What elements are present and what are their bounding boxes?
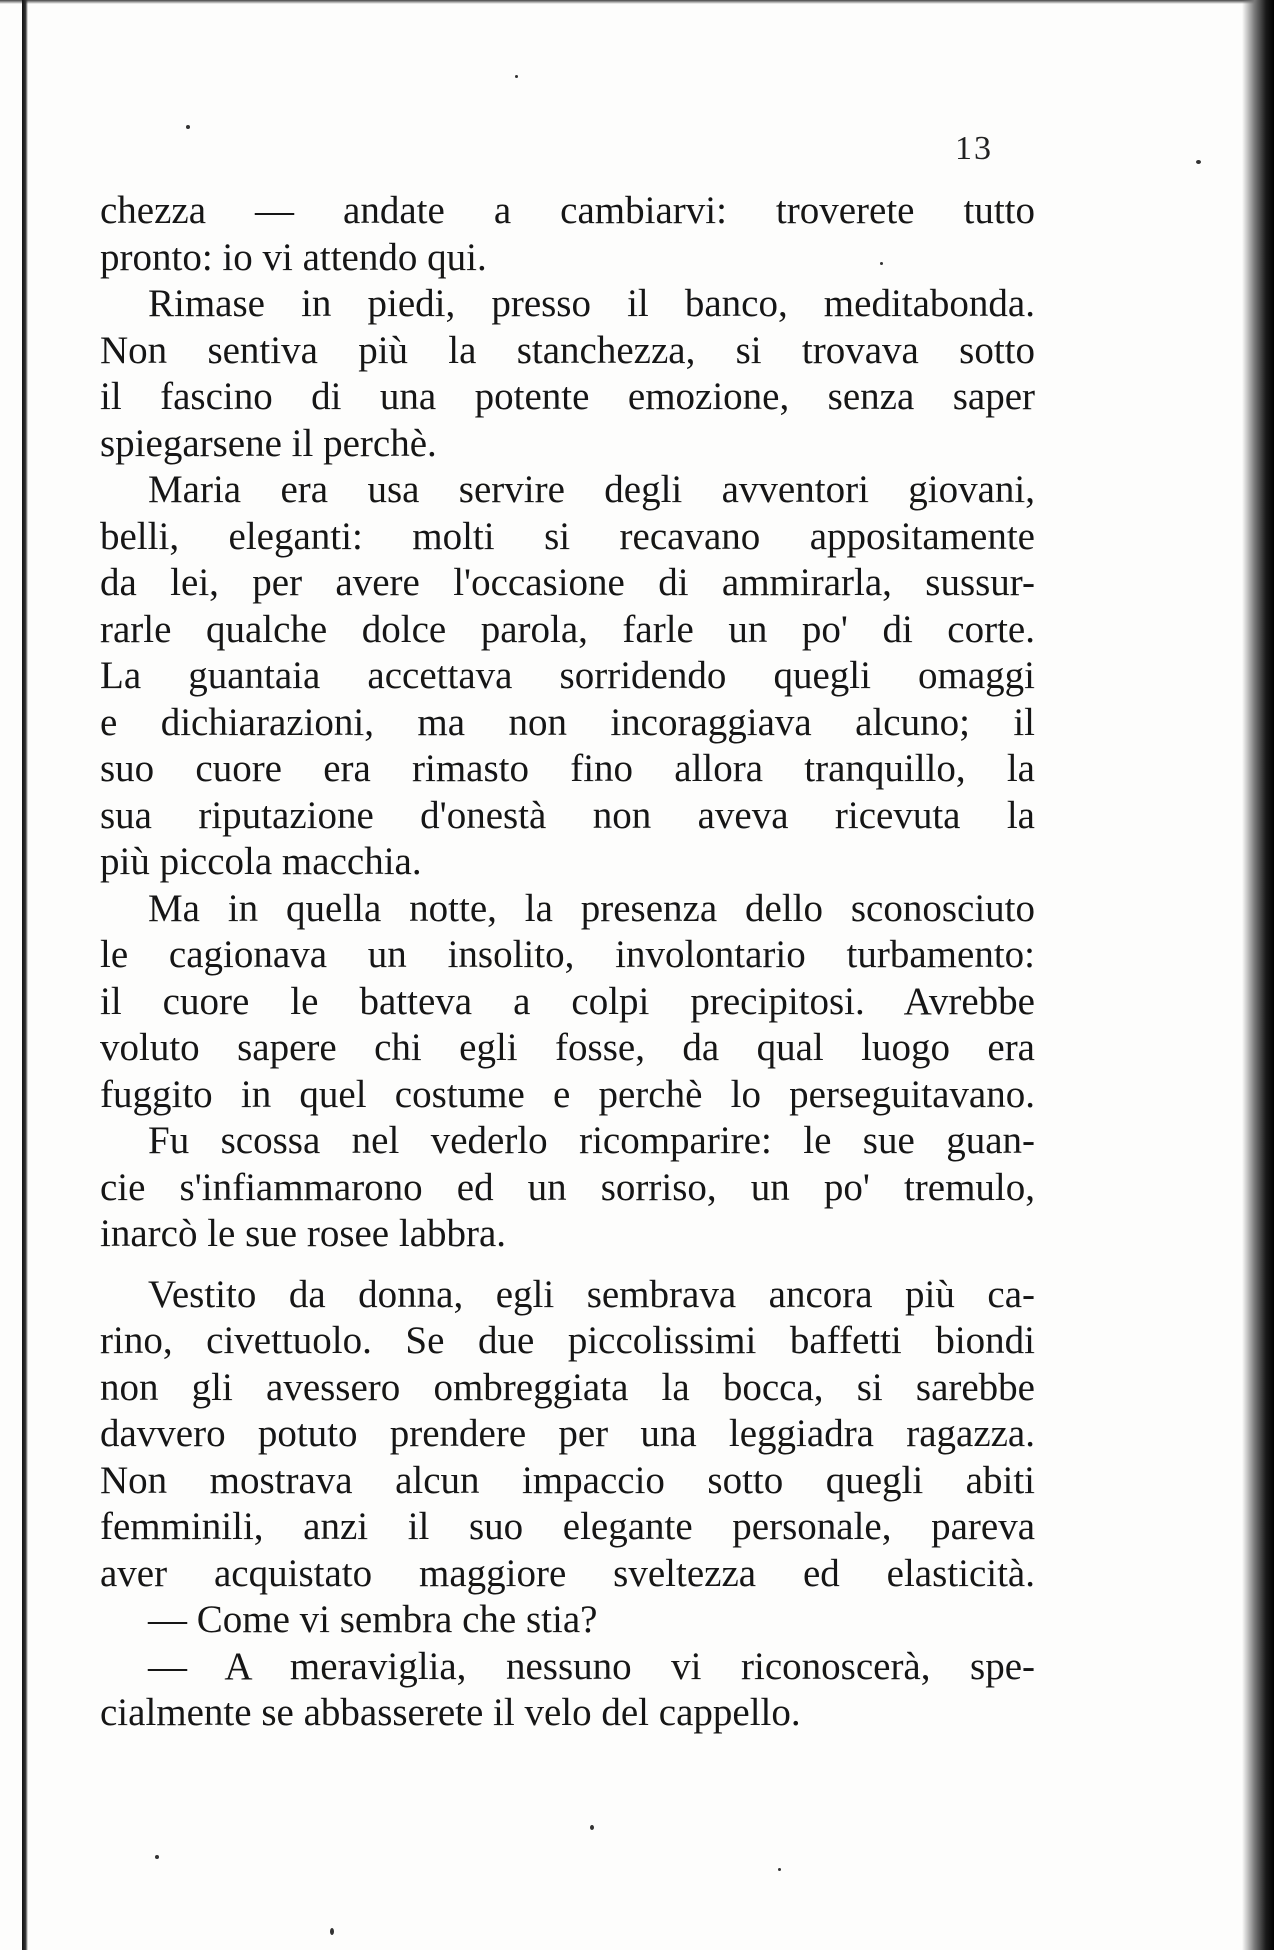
text-line: Ma in quella notte, la presenza dello sconosciuto	[148, 886, 1035, 930]
text-line: fuggito in quel costume e perchè lo perseguitavano.	[100, 1072, 1035, 1116]
text-line: spiegarsene il perchè.	[100, 421, 437, 465]
text-line: e dichiarazioni, ma non incoraggiava alcuno; il	[100, 700, 1035, 744]
scan-speck	[330, 1928, 334, 1935]
text-line: suo cuore era rimasto fino allora tranquillo, la	[100, 747, 1035, 790]
page-right-edge-shadow	[1242, 0, 1274, 1950]
text-line: da lei, per avere l'occasione di ammirarla, sussur-	[100, 561, 1035, 604]
text-line: pronto: io vi attendo qui.	[100, 235, 487, 279]
text-line: — Come vi sembra che stia?	[148, 1598, 598, 1641]
text-line: aver acquistato maggiore sveltezza ed elasticità.	[100, 1551, 1035, 1595]
text-line: rarle qualche dolce parola, farle un po' di corte.	[100, 607, 1035, 651]
text-line: rino, civettuolo. Se due piccolissimi baffetti biondi	[100, 1319, 1035, 1362]
text-line: il fascino di una potente emozione, senza saper	[100, 375, 1035, 418]
text-line: Non sentiva più la stanchezza, si trovava sotto	[100, 328, 1035, 372]
text-line: inarcò le sue rosee labbra.	[100, 1212, 507, 1255]
text-line: davvero potuto prendere per una leggiadra ragazza.	[100, 1412, 1035, 1455]
text-line: Vestito da donna, egli sembrava ancora più ca-	[148, 1272, 1035, 1316]
text-line: belli, eleganti: molti si recavano appositamente	[100, 514, 1035, 558]
text-line: le cagionava un insolito, involontario turbamento:	[100, 933, 1035, 976]
page-number: 13	[955, 130, 993, 167]
page-body-text	[100, 188, 1035, 1737]
text-line: femminili, anzi il suo elegante personale, pareva	[100, 1505, 1035, 1548]
text-line: Rimase in piedi, presso il banco, meditabonda.	[148, 282, 1035, 325]
text-line: La guantaia accettava sorridendo quegli omaggi	[100, 654, 1035, 697]
text-line: più piccola macchia.	[100, 840, 422, 883]
text-line: il cuore le batteva a colpi precipitosi. Avrebbe	[100, 979, 1035, 1023]
text-line: Fu scossa nel vederlo ricomparire: le sue guan-	[148, 1119, 1035, 1162]
scan-speck	[155, 1855, 159, 1859]
page-top-edge	[0, 0, 1274, 4]
scan-speck	[186, 125, 190, 129]
page-left-binding-edge	[22, 0, 28, 1950]
text-line: cie s'infiammarono ed un sorriso, un po' tremulo,	[100, 1165, 1035, 1209]
text-line: non gli avessero ombreggiata la bocca, si sarebbe	[100, 1365, 1035, 1409]
scan-speck	[515, 75, 518, 78]
scan-speck	[880, 262, 883, 265]
scan-speck	[778, 1868, 781, 1871]
text-line: voluto sapere chi egli fosse, da qual luogo era	[100, 1026, 1035, 1069]
text-line: sua riputazione d'onestà non aveva ricevuta la	[100, 793, 1035, 837]
scan-speck	[590, 1825, 594, 1830]
scan-speck	[1196, 160, 1201, 164]
text-line: Non mostrava alcun impaccio sotto quegli abiti	[100, 1458, 1035, 1502]
text-line: Maria era usa servire degli avventori giovani,	[148, 468, 1035, 511]
text-line: — A meraviglia, nessuno vi riconoscerà, spe-	[148, 1644, 1035, 1688]
text-line: chezza — andate a cambiarvi: troverete tutto	[100, 189, 1035, 232]
text-line: cialmente se abbasserete il velo del cappello.	[100, 1691, 801, 1734]
